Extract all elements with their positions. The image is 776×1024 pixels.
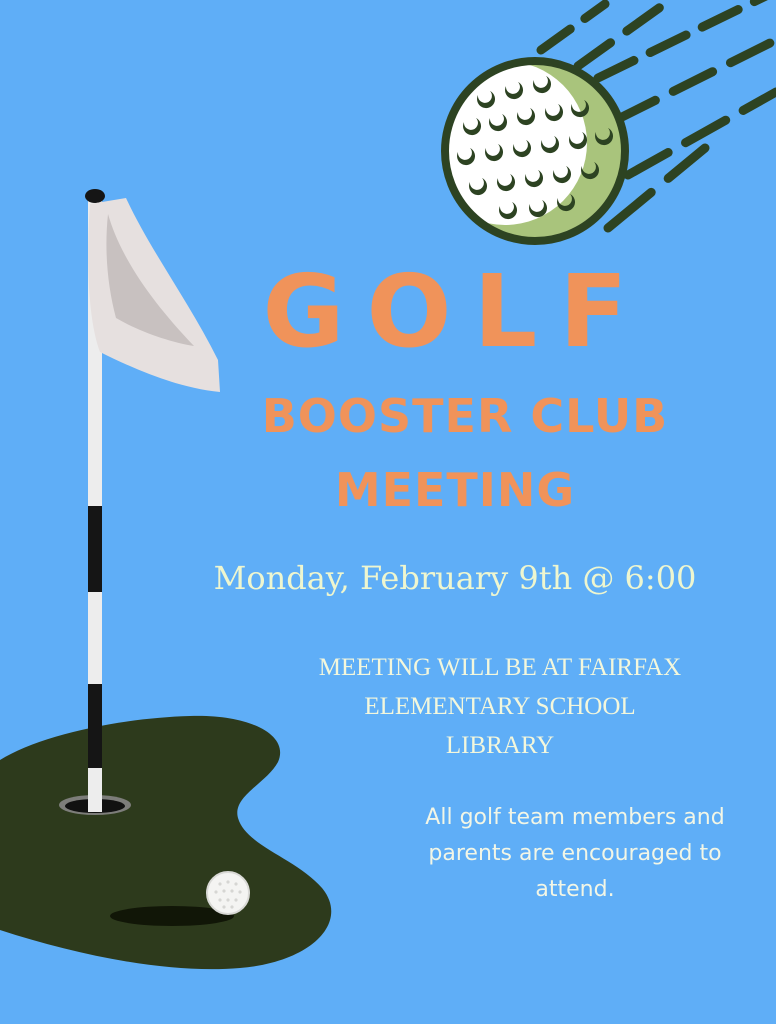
location-line: MEETING WILL BE AT FAIRFAX xyxy=(318,654,682,681)
note-line: All golf team members and xyxy=(425,805,725,830)
meeting-date-time: Monday, February 9th @ 6:00 xyxy=(213,559,697,597)
attendance-note xyxy=(400,800,750,908)
note-line: attend. xyxy=(535,877,615,902)
poster-title: GOLF xyxy=(262,253,650,370)
location-line: ELEMENTARY SCHOOL xyxy=(364,693,636,720)
poster-subtitle: BOOSTER CLUB xyxy=(261,389,669,443)
location-line: LIBRARY xyxy=(445,732,555,759)
golf-ball-icon xyxy=(207,872,249,914)
note-line: parents are encouraged to xyxy=(428,841,722,866)
meeting-location xyxy=(250,648,750,765)
poster-subtitle-meeting: MEETING xyxy=(334,463,576,517)
flying-golf-ball-icon xyxy=(423,61,625,241)
